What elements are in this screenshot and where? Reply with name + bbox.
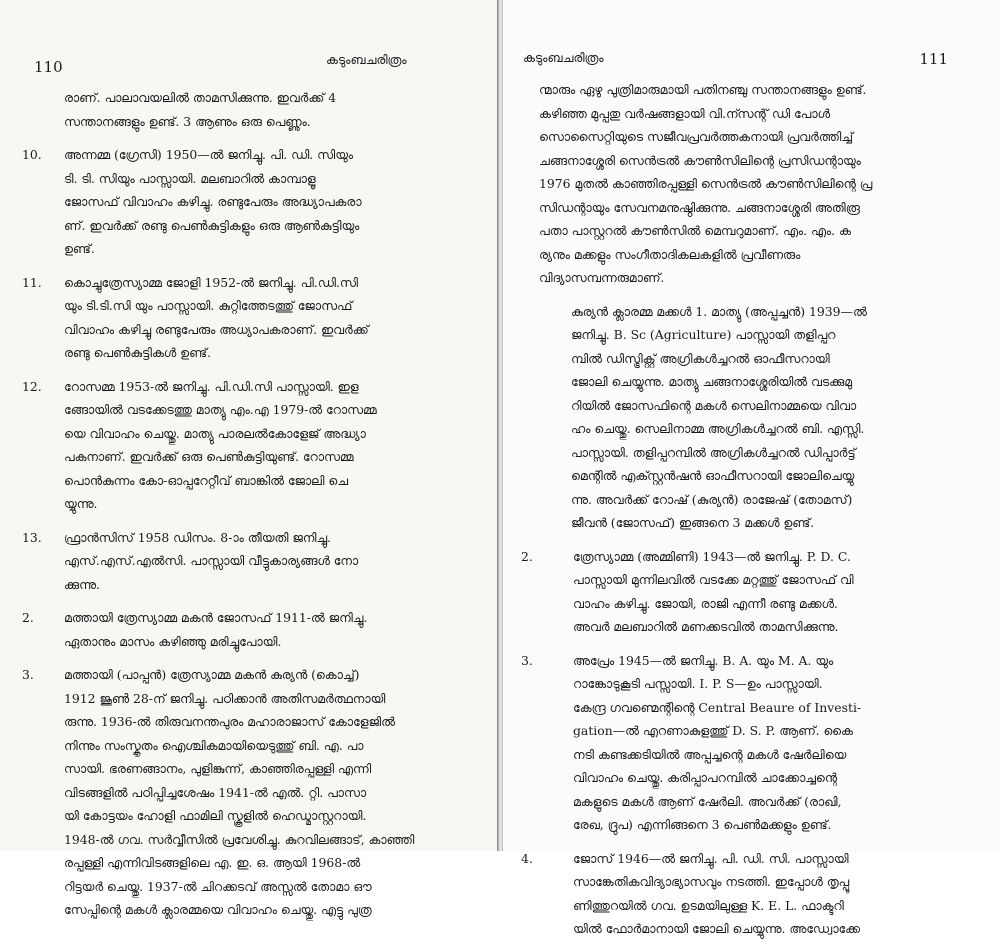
text-line: 1976 മുതൽ കാഞ്ഞിരപ്പള്ളി സെൻട്രൽ കൗൺസിലിന്റെ പ്ര <box>539 176 873 191</box>
text-line: നിന്നും സംസ്കൃതം ഐശ്ചികമായിയെടുത്തു് ബി. എ. പാ <box>64 737 364 753</box>
page-body <box>12 86 482 932</box>
numbered-entry <box>12 375 482 516</box>
intro-paragraph <box>12 86 482 133</box>
text-line: 1948-ൽ ഗവ. സർവ്വീസിൽ പ്രവേശിച്ചു. കുറവിലങ്ങാട്, കാഞ്ഞി <box>64 831 415 847</box>
numbered-entry <box>521 545 981 639</box>
right-page <box>503 0 1000 936</box>
text-line: മെന്റിൽ എക്സ്റ്റൻഷൻ ഓഫീസറായി ജോലിചെയ്യു <box>571 468 855 483</box>
text-line: കൊച്ചുത്രേസ്യാമ്മ ജോളി 1952-ൽ ജനിച്ചു. പി.ഡി.സി <box>64 274 358 290</box>
entry-number: 3. <box>521 652 533 668</box>
running-head: കടുംബചരിത്രം <box>326 52 407 67</box>
text-line: ജനിച്ചു. B. Sc (Agriculture) പാസ്സായി തളിപ്പറ <box>571 327 836 342</box>
text-line: ഹം ചെയ്തു. സെലിനാമ്മ അഗ്രികൾച്ചറൽ ബി. എസ്സി. <box>571 421 865 436</box>
running-head: കടുംബചരിത്രം <box>523 50 604 65</box>
left-page <box>0 0 497 917</box>
text-line: യും ടി.ടി.സി യും പാസ്സായി. കുറ്റിത്തേടത്തു് ജോസഫ് <box>64 298 353 313</box>
intro-paragraph <box>521 78 981 290</box>
sub-paragraph <box>521 300 981 535</box>
text-line: നടി കണ്ടക്കടിയിൽ അപ്പച്ചന്റെ മകൾ ഷേർലിയെ <box>573 746 847 762</box>
numbered-entry <box>12 271 482 365</box>
text-line: ത്രേസ്യാമ്മ (അമ്മിണി) 1943—ൽ ജനിച്ചു. P. D. C. <box>573 548 851 564</box>
entry-number: 2. <box>521 548 533 564</box>
numbered-entry <box>12 606 482 653</box>
text-line: സൊസൈറ്റിയുടെ സജീവപ്രവർത്തകനായി പ്രവർത്തിച്ച് <box>539 129 853 144</box>
text-line: യി കോട്ടയം ഹോളി ഫാമിലി സ്കൂളിൽ ഹെഡ്മാസ്റ്ററായി. <box>64 808 367 823</box>
text-line: സാങ്കേതികവിദ്യാഭ്യാസവും നടത്തി. ഇപ്പോൾ തൃപ്പൂ <box>573 874 850 889</box>
text-line: ജോലി ചെയ്യുന്നു. മാത്യു ചങ്ങനാശ്ശേരിയിൽ വടക്കുമു <box>571 374 853 389</box>
text-line: റിട്ടയർ ചെയ്തു. 1937-ൽ ചിറക്കടവ് അസ്സൽ തോമാ ഔ <box>64 878 372 894</box>
text-line: അപ്രേം 1945—ൽ ജനിച്ചു. B. A. യും M. A. യും <box>573 652 834 668</box>
numbered-entry <box>12 526 482 597</box>
text-line: പാസ്സായി മുന്നിലവിൽ വടക്കേ മറ്റത്തു് ജോസഫ് വി <box>573 572 854 587</box>
entry-number: 3. <box>22 667 34 682</box>
text-line: ഏതാനും മാസം കഴിഞ്ഞു മരിച്ചുപോയി. <box>64 633 282 649</box>
text-line: സിഡന്റായും സേവനമനുഷ്ഠിക്കുന്നു. ചങ്ങനാശ്ശേരി അതിരൂ <box>539 199 860 215</box>
text-line: മത്തായി (പാപ്പൻ) ത്രേസ്യാമ്മ മകൻ കുര്യൻ (കൊച്ച്) <box>64 667 360 682</box>
text-line: ജോസ് 1946—ൽ ജനിച്ചു. പി. ഡി. സി. പാസ്സായി <box>573 850 849 866</box>
entry-number: 12. <box>22 378 42 394</box>
text-line: അന്നമ്മ (ഗ്രേസി) 1950—ൽ ജനിച്ചു. പി. ഡി. സിയും <box>64 147 354 162</box>
entry-list <box>12 143 482 922</box>
text-line: മ്പിൽ ഡിസ്ട്രിക്റ്റ് അഗ്രികൾച്ചറൽ ഓഫീസറായി <box>571 350 830 366</box>
text-line: ണ്. ഇവർക്ക് രണ്ടു പെൺകുട്ടികളും ഒരു ആൺകുട്ടിയും <box>64 217 360 233</box>
page-number: 110 <box>34 58 63 76</box>
text-line: 1912 ജൂൺ 28-ന് ജനിച്ചു. പഠിക്കാൻ അതിസമർത്ഥനായി <box>64 690 386 706</box>
text-line: ജീവൻ (ജോസഫ്) ഇങ്ങനെ 3 മക്കൾ ഉണ്ട്. <box>571 515 815 530</box>
entry-number: 11. <box>22 274 42 290</box>
text-line: ചങ്ങനാശ്ശേരി സെൻട്രൽ കൗൺസിലിന്റെ പ്രസിഡന്റായും <box>539 152 861 168</box>
entry-number: 4. <box>521 850 533 866</box>
text-line: ജോസഫ് വിവാഹം കഴിച്ചു. രണ്ടുപേരും അദ്ധ്യാപകരാ <box>64 194 362 209</box>
text-line: മത്തായി ത്രേസ്യാമ്മ മകൻ ജോസഫ് 1911-ൽ ജനിച്ചു. <box>64 610 368 625</box>
text-line: അവർ മലബാറിൽ മണക്കടവിൽ താമസിക്കുന്നു. <box>573 619 839 634</box>
text-line: ടി. ടി. സിയും പാസ്സായി. മലബാറിൽ കാമ്പാളൂ <box>64 170 316 186</box>
text-line: ണിത്തുറയിൽ ഗവ. ഉടമയിലുള്ള K. E. L. ഫാക്ടറി <box>573 897 844 913</box>
text-line: ക്കുന്നു. <box>64 576 100 592</box>
text-line: വിദ്യാസമ്പന്നരുമാണ്. <box>539 270 665 285</box>
text-line: കുര്യൻ ക്ലാരമ്മ മക്കൾ 1. മാത്യു (അപ്പച്ചൻ) 1939—ൽ <box>571 303 867 319</box>
numbered-entry <box>12 663 482 922</box>
text-line: മകളുടെ മകൾ ആണ് ഷേർലി. അവർക്ക് (രാഖി, <box>573 793 842 809</box>
text-line: സേപ്പിന്റെ മകൾ ക്ലാരമ്മയെ വിവാഹം ചെയ്തു. എട്ടു പുത്ര <box>64 902 372 917</box>
text-line: റാങ്കോടുകൂടി പസ്സായി. I. P. S—ഉം പാസ്സായി. <box>573 676 823 691</box>
text-line: പകനാണ്. ഇവർക്ക് ഒരു പെൺകുട്ടിയുണ്ട്. റോസമ്മ <box>64 449 354 464</box>
text-line: ന്നു. അവർക്ക് റോഷ് (കുര്യൻ) രാജേഷ് (തോമസ്) <box>571 491 853 507</box>
text-line: ങ്ങോയിൽ വടക്കേടത്തു മാത്യു എം.എ 1979-ൽ റോസമ്മ <box>64 402 377 417</box>
page-number: 111 <box>919 50 948 68</box>
text-line: യ്യുന്നു. <box>64 496 98 511</box>
numbered-entry <box>12 143 482 261</box>
entry-number: 10. <box>22 147 42 162</box>
page-body <box>521 78 981 951</box>
text-line: രാണ്‌. പാലാവയലിൽ താമസിക്കുന്നു. ഇവർക്ക് 4 <box>64 90 337 105</box>
entry-list <box>521 545 981 941</box>
text-line: റിയിൽ ജോസഫിന്റെ മകൾ സെലിനാമ്മയെ വിവാ <box>571 397 857 413</box>
text-line: രണ്ടു പെൺകുട്ടികൾ ഉണ്ട്. <box>64 345 211 360</box>
text-line: വിവാഹം ചെയ്തു. കരിപ്പാപറമ്പിൽ ചാക്കോച്ചന്റെ <box>573 770 838 785</box>
text-line: കേന്ദ്ര ഗവണ്മെന്റിന്റെ Central Beaure of Investi- <box>573 699 862 715</box>
entry-number: 2. <box>22 610 34 625</box>
text-line: രുന്നു. 1936-ൽ തിരുവനന്തപുരം മഹാരാജാസ് കോളേജിൽ <box>64 714 395 729</box>
text-line: ന്മാരും ഏഴു പുത്രിമാരുമായി പതിനഞ്ചു സന്താനങ്ങളും ഉണ്ട്. <box>539 82 867 97</box>
text-line: ഫ്രാൻസിസ് 1958 ഡിസം. 8-ാം തീയതി ജനിച്ചു. <box>64 529 331 545</box>
entry-number: 13. <box>22 529 42 545</box>
text-line: പാസ്സായി. തളിപ്പറമ്പിൽ അഗ്രികൾച്ചറൽ ഡിപ്പാർട്ട് <box>571 444 856 460</box>
text-line: gation—ൽ എറണാകുളത്തു് D. S. P. ആണ്. കൈ <box>573 723 853 738</box>
text-line: പതാ പാസ്റ്ററൽ കൗൺസിൽ മെമ്പറുമാണ്. എം. എം. ക <box>539 223 851 238</box>
text-line: വിടങ്ങളിൽ പഠിപ്പിച്ചശേഷം 1941-ൽ എൽ. റ്റി. പാസാ <box>64 784 367 800</box>
text-line: യെ വിവാഹം ചെയ്തു. മാത്യു പാരലൽകോളേജ് അദ്ധ്യാ <box>64 425 366 441</box>
numbered-entry <box>521 847 981 941</box>
text-line: വിവാഹം കഴിച്ചു രണ്ടുപേരും അധ്യാപകരാണ്. ഇവർക്ക് <box>64 321 369 337</box>
text-line: യിൽ ഫോർമാനായി ജോലി ചെയ്യുന്നു. അഡ്വോക്കേ <box>573 921 860 936</box>
text-line: പൊൻകുന്നം കോ-ഓപ്പറേറ്റീവ് ബാങ്കിൽ ജോലി ചെ <box>64 472 348 488</box>
text-line: വാഹം കഴിച്ചു. ജോയി, രാജി എന്നീ രണ്ടു മക്കൾ. <box>573 595 838 611</box>
text-line: സന്താനങ്ങളും ഉണ്ട്. 3 ആണും ഒരു പെണ്ണും. <box>64 113 311 129</box>
text-line: ര്യനും മക്കളും സംഗീതാദികലകളിൽ പ്രവീണരും <box>539 246 801 262</box>
text-line: ഉണ്ട്. <box>64 241 95 256</box>
text-line: എസ്.എസ്.എൽസി. പാസ്സായി വീട്ടുകാര്യങ്ങൾ നോ <box>64 553 359 568</box>
text-line: രപ്പള്ളി എന്നിവിടങ്ങളിലെ എ. ഇ. ഒ. ആയി 1968-ൽ <box>64 855 361 870</box>
text-line: കഴിഞ്ഞ മുപ്പതു വർഷങ്ങളായി വി.ന്സന്റ് ഡി പോൾ <box>539 105 830 121</box>
numbered-entry <box>521 649 981 837</box>
text-line: രേഖ, ദ്രുപ) എന്നിങ്ങനെ 3 പെൺമക്കളും ഉണ്ട്. <box>573 817 832 832</box>
text-line: റോസമ്മ 1953-ൽ ജനിച്ചു. പി.ഡി.സി പാസ്സായി. ഇള <box>64 378 359 394</box>
text-line: സായി. ഭരണങ്ങാനം, പുളിങ്കുന്ന്, കാഞ്ഞിരപ്പള്ളി എന്നി <box>64 761 372 776</box>
